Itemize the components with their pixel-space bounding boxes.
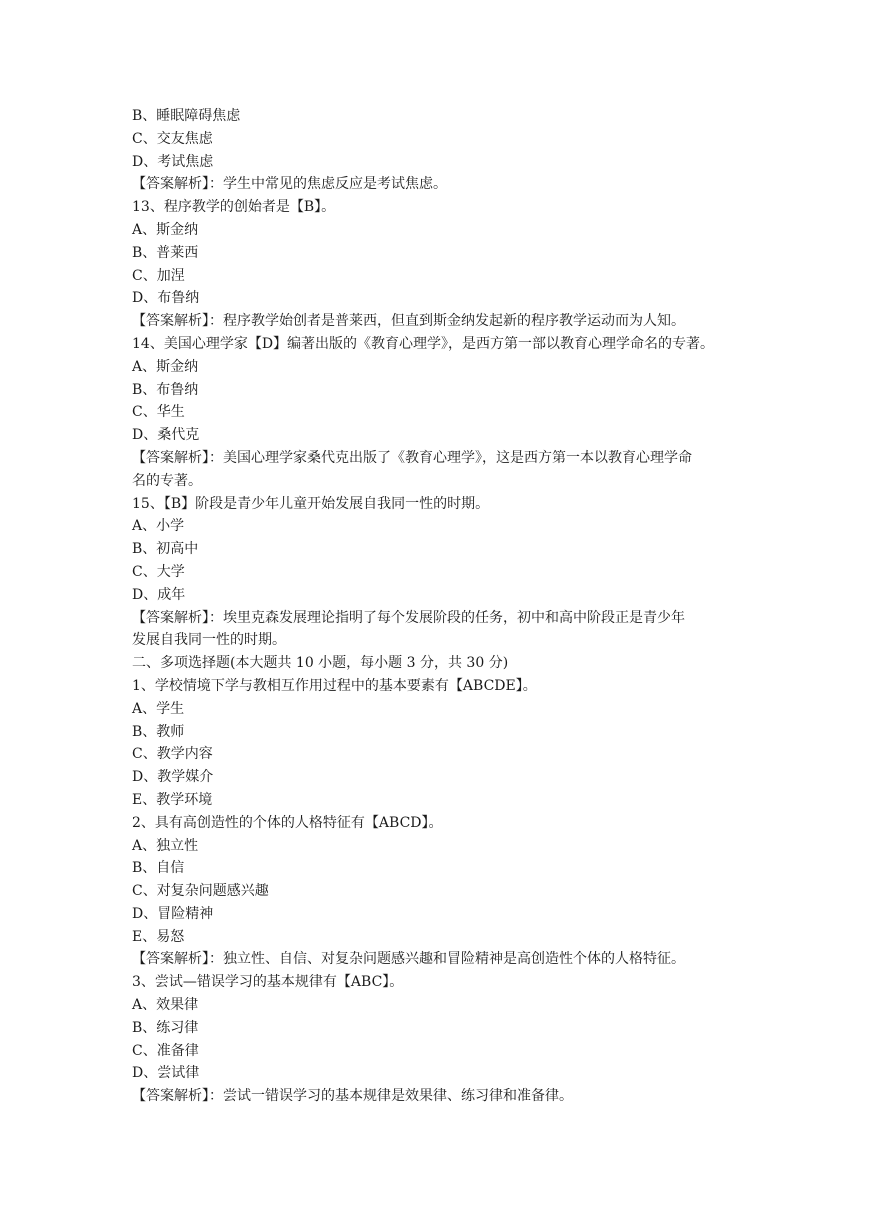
question-1: 1、学校情境下学与教相互作用过程中的基本要素有【ABCDE】。 bbox=[132, 677, 537, 694]
option-e: E、易怒 bbox=[132, 928, 185, 945]
option-a: A、独立性 bbox=[132, 837, 199, 854]
option-b: B、练习律 bbox=[132, 1019, 199, 1036]
answer-explanation: 【答案解析】：尝试一错误学习的基本规律是效果律、练习律和准备律。 bbox=[132, 1088, 573, 1105]
option-c: C、准备律 bbox=[132, 1042, 199, 1059]
answer-explanation: 【答案解析】：学生中常见的焦虑反应是考试焦虑。 bbox=[132, 176, 447, 193]
answer-explanation-continued: 名的专著。 bbox=[132, 472, 202, 489]
option-e: E、教学环境 bbox=[132, 791, 213, 808]
answer-explanation: 【答案解析】：程序教学始创者是普莱西，但直到斯金纳发起新的程序教学运动而为人知。 bbox=[132, 313, 685, 330]
answer-explanation-continued: 发展自我同一性的时期。 bbox=[132, 632, 286, 649]
option-c: C、大学 bbox=[132, 563, 185, 580]
option-d: D、尝试律 bbox=[132, 1065, 200, 1082]
option-b: B、教师 bbox=[132, 723, 185, 740]
question-2: 2、具有高创造性的个体的人格特征有【ABCD】。 bbox=[132, 814, 443, 831]
answer-explanation: 【答案解析】：独立性、自信、对复杂问题感兴趣和冒险精神是高创造性个体的人格特征。 bbox=[132, 951, 685, 968]
question-14: 14、美国心理学家【D】编著出版的《教育心理学》，是西方第一部以教育心理学命名的专著。 bbox=[132, 335, 715, 352]
document-page bbox=[132, 105, 752, 1108]
option-b: B、布鲁纳 bbox=[132, 381, 199, 398]
option-a: A、斯金纳 bbox=[132, 221, 199, 238]
section-heading: 二、多项选择题(本大题共 10 小题，每小题 3 分，共 30 分) bbox=[132, 655, 509, 672]
question-15: 15、【B】阶段是青少年儿童开始发展自我同一性的时期。 bbox=[132, 495, 490, 512]
option-d: D、成年 bbox=[132, 586, 186, 603]
option-c: C、教学内容 bbox=[132, 746, 213, 763]
option-c: C、对复杂问题感兴趣 bbox=[132, 883, 269, 900]
question-3: 3、尝试—错误学习的基本规律有【ABC】。 bbox=[132, 974, 404, 991]
option-b: B、睡眠障碍焦虑 bbox=[132, 108, 241, 124]
option-d: D、冒险精神 bbox=[132, 905, 214, 922]
question-13: 13、程序教学的创始者是【B】。 bbox=[132, 199, 336, 216]
option-b: B、初高中 bbox=[132, 541, 199, 558]
answer-explanation: 【答案解析】：埃里克森发展理论指明了每个发展阶段的任务，初中和高中阶段正是青少年 bbox=[132, 609, 685, 626]
option-c: C、加涅 bbox=[132, 267, 185, 284]
option-c: C、交友焦虑 bbox=[132, 130, 213, 147]
option-a: A、斯金纳 bbox=[132, 358, 199, 375]
option-d: D、考试焦虑 bbox=[132, 153, 214, 170]
option-a: A、学生 bbox=[132, 700, 185, 717]
option-d: D、教学媒介 bbox=[132, 769, 214, 786]
option-b: B、自信 bbox=[132, 860, 185, 877]
option-a: A、效果律 bbox=[132, 997, 199, 1014]
answer-explanation: 【答案解析】：美国心理学家桑代克出版了《教育心理学》，这是西方第一本以教育心理学命 bbox=[132, 449, 692, 466]
option-d: D、桑代克 bbox=[132, 427, 200, 444]
option-d: D、布鲁纳 bbox=[132, 290, 200, 307]
option-c: C、华生 bbox=[132, 404, 185, 421]
option-a: A、小学 bbox=[132, 518, 185, 535]
option-b: B、普莱西 bbox=[132, 244, 199, 261]
